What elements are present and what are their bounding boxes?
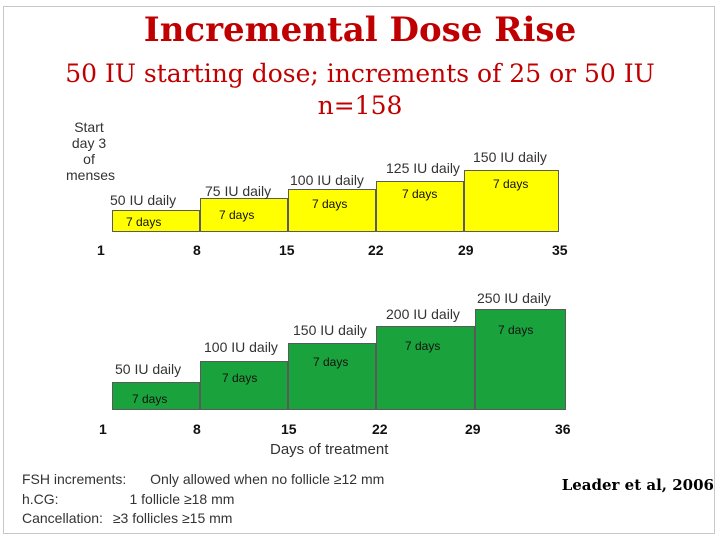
top-tick-1: 1 <box>97 242 105 258</box>
bottom-step-3 <box>288 343 376 410</box>
bottom-tick-1: 1 <box>99 421 107 437</box>
hcg-text: 1 follicle ≥18 mm <box>129 491 235 507</box>
top-dose-1: 50 IU daily <box>110 192 177 208</box>
top-tick-4: 22 <box>368 242 384 258</box>
bottom-step-2 <box>200 361 288 410</box>
bottom-dose-2: 100 IU daily <box>204 339 278 355</box>
bottom-dose-4: 200 IU daily <box>386 306 460 322</box>
top-dose-2: 75 IU daily <box>205 183 272 199</box>
subtitle-line-1: 50 IU starting dose; increments of 25 or 50 IU <box>65 59 655 88</box>
bottom-days-5: 7 days <box>498 323 534 337</box>
x-axis-label: Days of treatment <box>270 441 389 458</box>
bottom-days-4: 7 days <box>405 339 441 353</box>
bottom-days-3: 7 days <box>313 355 349 369</box>
top-days-4: 7 days <box>402 187 438 201</box>
footnote-fsh <box>22 471 384 487</box>
bottom-dose-5: 250 IU daily <box>477 290 551 306</box>
fsh-text: Only allowed when no follicle ≥12 mm <box>150 471 385 487</box>
top-days-1: 7 days <box>126 215 162 229</box>
bottom-tick-2: 8 <box>193 421 201 437</box>
slide-title: Incremental Dose Rise <box>143 10 577 50</box>
cancellation-label: Cancellation: <box>22 510 103 526</box>
fsh-label: FSH increments: <box>22 471 127 487</box>
citation: Leader et al, 2006 <box>561 476 714 494</box>
top-tick-6: 35 <box>552 242 568 258</box>
top-dose-5: 150 IU daily <box>473 149 547 165</box>
top-days-5: 7 days <box>493 177 529 191</box>
top-days-2: 7 days <box>219 208 255 222</box>
top-dose-4: 125 IU daily <box>386 160 460 176</box>
bottom-tick-4: 22 <box>372 421 388 437</box>
slide-subtitle <box>60 58 660 122</box>
bottom-tick-6: 36 <box>555 421 571 437</box>
bottom-dose-3: 150 IU daily <box>293 322 367 338</box>
top-tick-3: 15 <box>279 242 295 258</box>
top-tick-2: 8 <box>193 242 201 258</box>
start-note: Start day 3 of menses <box>66 119 116 183</box>
footnote-hcg <box>22 491 234 507</box>
top-dose-3: 100 IU daily <box>290 172 364 188</box>
footnote-cancellation <box>22 510 232 526</box>
bottom-days-1: 7 days <box>132 392 168 406</box>
top-days-3: 7 days <box>312 197 348 211</box>
bottom-tick-3: 15 <box>281 421 297 437</box>
cancellation-text: ≥3 follicles ≥15 mm <box>112 510 233 526</box>
top-tick-5: 29 <box>458 242 474 258</box>
bottom-tick-5: 29 <box>465 421 481 437</box>
subtitle-line-2: n=158 <box>317 91 403 120</box>
hcg-label: h.CG: <box>22 491 59 507</box>
bottom-days-2: 7 days <box>222 371 258 385</box>
bottom-dose-1: 50 IU daily <box>115 361 182 377</box>
